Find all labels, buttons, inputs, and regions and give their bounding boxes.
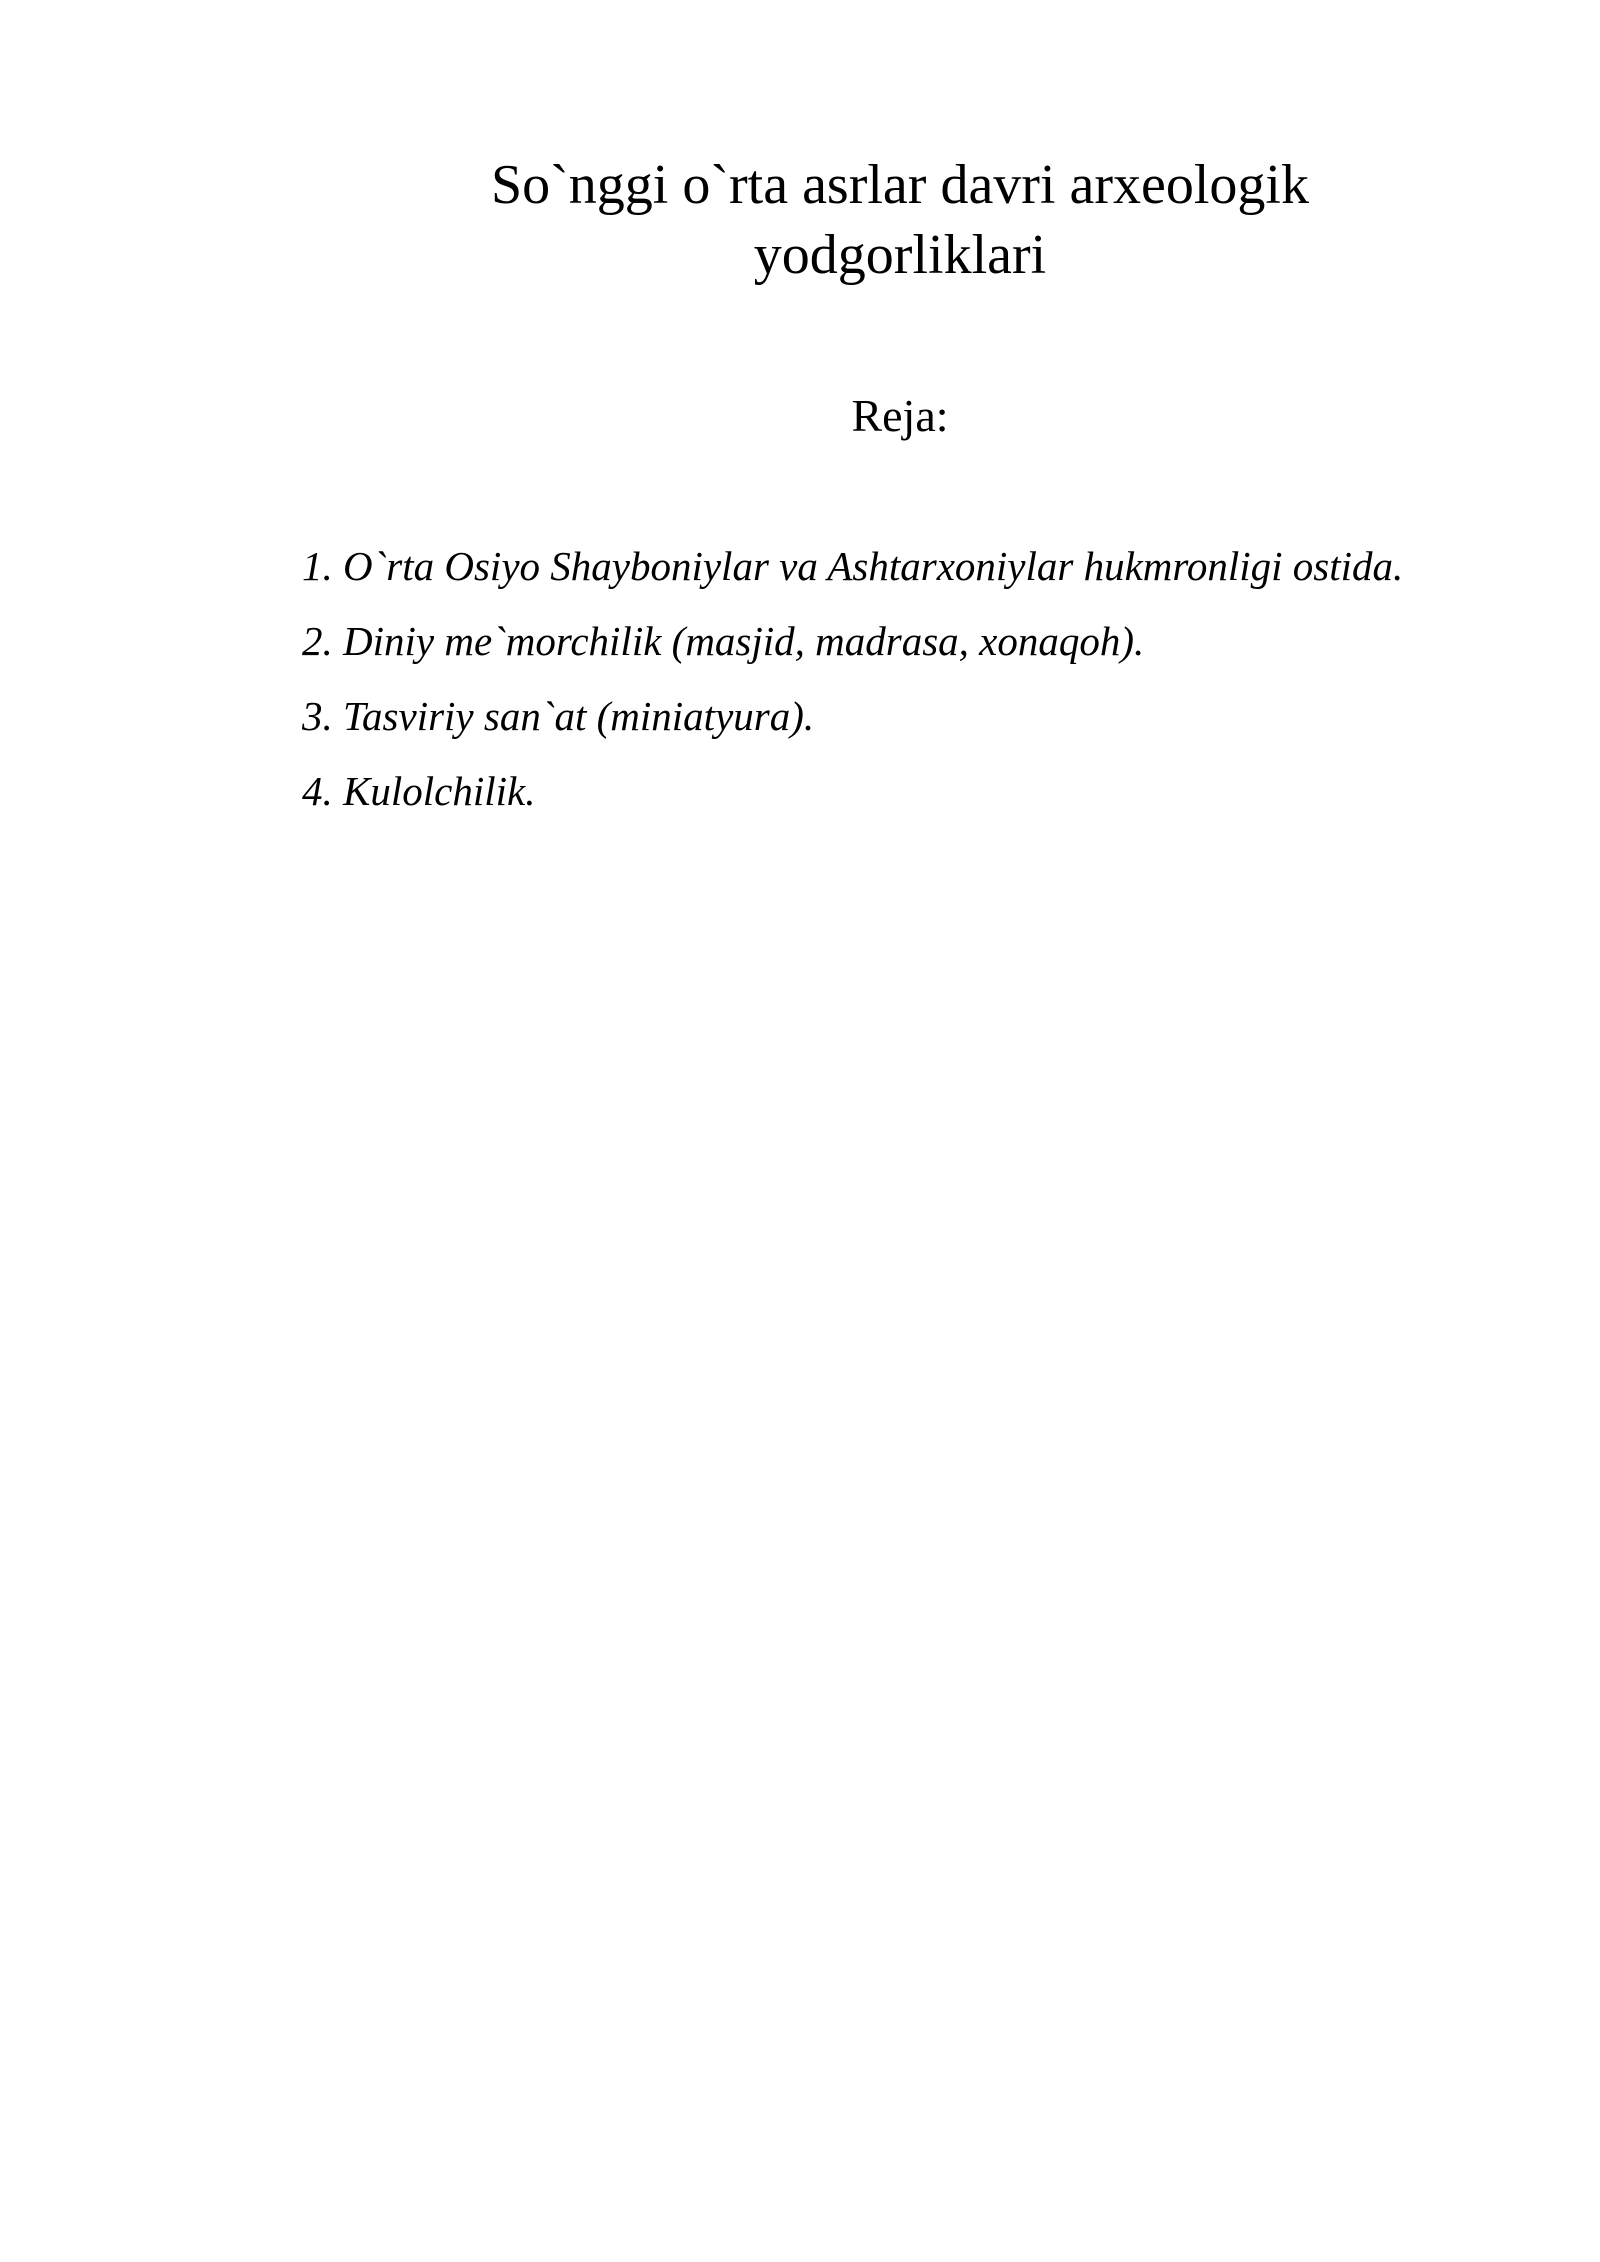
plan-heading: Reja:	[851, 390, 949, 441]
plan-item-1: 1. O`rta Osiyo Shayboniylar va Ashtarxoniylar hukmronligi ostida.	[302, 543, 1404, 589]
plan-item-4: 4. Kulolchilik.	[302, 768, 536, 814]
plan-list	[302, 540, 1582, 840]
document-title	[300, 150, 1500, 290]
plan-item-2: 2. Diniy me`morchilik (masjid, madrasa, xonaqoh).	[302, 618, 1145, 664]
title-line-1: So`nggi o`rta asrlar davri arxeologik	[491, 154, 1309, 216]
title-line-2: yodgorliklari	[753, 224, 1047, 286]
plan-item-3: 3. Tasviriy san`at (miniatyura).	[302, 693, 815, 739]
